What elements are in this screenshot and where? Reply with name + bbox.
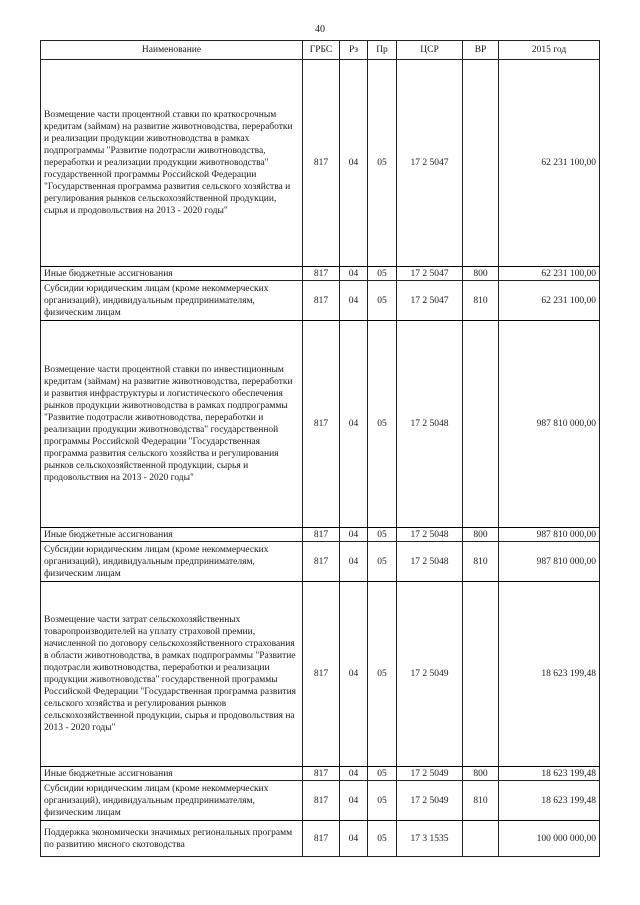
table-row <box>41 321 600 528</box>
cell-pr: 05 <box>368 528 397 542</box>
cell-rz: 04 <box>340 821 368 857</box>
cell-vr <box>463 60 499 267</box>
cell-amount: 62 231 100,00 <box>499 267 600 281</box>
cell-amount: 62 231 100,00 <box>499 281 600 321</box>
cell-rz: 04 <box>340 321 368 528</box>
cell-name: Субсидии юридическим лицам (кроме некоммерческих организаций), индивидуальным предпринимателям, физическим лицам <box>41 542 303 582</box>
cell-name: Возмещение части процентной ставки по инвестиционным кредитам (займам) на развитие животноводства, переработки и развития инфраструктуры и логистического обеспечения рынков продукции животноводства в рамках подпрограммы "Развитие подотрасли животноводства, переработки и реализации продукции животноводства" государственной программы Российской Федерации "Государственная программа развития сельского хозяйства и регулирования рынков сельскохозяйственной продукции, сырья и продовольствия на 2013 - 2020 годы" <box>41 321 303 528</box>
cell-name: Иные бюджетные ассигнования <box>41 767 303 781</box>
cell-rz: 04 <box>340 267 368 281</box>
header-year: 2015 год <box>499 41 600 60</box>
cell-grbs: 817 <box>303 542 340 582</box>
cell-pr: 05 <box>368 60 397 267</box>
table-row <box>41 821 600 857</box>
cell-name: Поддержка экономически значимых региональных программ по развитию мясного скотоводства <box>41 821 303 857</box>
cell-amount: 18 623 199,48 <box>499 582 600 767</box>
cell-amount: 100 000 000,00 <box>499 821 600 857</box>
cell-pr: 05 <box>368 821 397 857</box>
cell-vr: 800 <box>463 528 499 542</box>
cell-rz: 04 <box>340 767 368 781</box>
page-number: 40 <box>315 24 325 35</box>
cell-pr: 05 <box>368 781 397 821</box>
cell-grbs: 817 <box>303 60 340 267</box>
cell-grbs: 817 <box>303 767 340 781</box>
cell-name: Субсидии юридическим лицам (кроме некоммерческих организаций), индивидуальным предпринимателям, физическим лицам <box>41 781 303 821</box>
cell-csr: 17 2 5049 <box>397 781 463 821</box>
cell-amount: 18 623 199,48 <box>499 781 600 821</box>
cell-pr: 05 <box>368 767 397 781</box>
cell-amount: 987 810 000,00 <box>499 542 600 582</box>
header-row <box>41 41 600 60</box>
cell-grbs: 817 <box>303 582 340 767</box>
table-row <box>41 281 600 321</box>
cell-pr: 05 <box>368 321 397 528</box>
cell-grbs: 817 <box>303 781 340 821</box>
cell-amount: 987 810 000,00 <box>499 528 600 542</box>
cell-grbs: 817 <box>303 281 340 321</box>
cell-csr: 17 2 5048 <box>397 528 463 542</box>
cell-pr: 05 <box>368 582 397 767</box>
cell-rz: 04 <box>340 281 368 321</box>
cell-grbs: 817 <box>303 321 340 528</box>
cell-rz: 04 <box>340 781 368 821</box>
cell-vr: 800 <box>463 267 499 281</box>
cell-vr: 800 <box>463 767 499 781</box>
cell-name: Иные бюджетные ассигнования <box>41 528 303 542</box>
table-row <box>41 582 600 767</box>
cell-csr: 17 3 1535 <box>397 821 463 857</box>
table-row <box>41 267 600 281</box>
cell-csr: 17 2 5049 <box>397 767 463 781</box>
cell-grbs: 817 <box>303 821 340 857</box>
cell-vr <box>463 321 499 528</box>
cell-csr: 17 2 5048 <box>397 321 463 528</box>
header-name: Наименование <box>41 41 303 60</box>
table-row <box>41 528 600 542</box>
cell-name: Иные бюджетные ассигнования <box>41 267 303 281</box>
cell-vr <box>463 821 499 857</box>
cell-pr: 05 <box>368 281 397 321</box>
cell-vr: 810 <box>463 542 499 582</box>
header-grbs: ГРБС <box>303 41 340 60</box>
cell-name: Возмещение части затрат сельскохозяйственных товаропроизводителей на уплату страховой премии, начисленной по договору сельскохозяйственного страхования в области животноводства, в рамках подпрограммы "Развитие подотрасли животноводства, переработки и реализации продукции животноводства" государственной программы Российской Федерации "Государственная программа развития сельского хозяйства и регулирования рынков сельскохозяйственной продукции, сырья и продовольствия на 2013 - 2020 годы" <box>41 582 303 767</box>
header-pr: Пр <box>368 41 397 60</box>
cell-vr: 810 <box>463 281 499 321</box>
cell-amount: 987 810 000,00 <box>499 321 600 528</box>
table-row <box>41 60 600 267</box>
cell-pr: 05 <box>368 267 397 281</box>
cell-rz: 04 <box>340 582 368 767</box>
cell-pr: 05 <box>368 542 397 582</box>
cell-rz: 04 <box>340 60 368 267</box>
cell-name: Возмещение части процентной ставки по краткосрочным кредитам (займам) на развитие животноводства, переработки и реализации продукции животноводства в рамках подпрограммы "Развитие подотрасли животноводства, переработки и реализации продукции животноводства" государственной программы Российской Федерации "Государственная программа развития сельского хозяйства и регулирования рынков сельскохозяйственной продукции, сырья и продовольствия на 2013 - 2020 годы" <box>41 60 303 267</box>
cell-amount: 18 623 199,48 <box>499 767 600 781</box>
table-row <box>41 781 600 821</box>
cell-grbs: 817 <box>303 528 340 542</box>
cell-vr: 810 <box>463 781 499 821</box>
cell-csr: 17 2 5049 <box>397 582 463 767</box>
header-rz: Рз <box>340 41 368 60</box>
cell-rz: 04 <box>340 528 368 542</box>
cell-csr: 17 2 5047 <box>397 281 463 321</box>
cell-grbs: 817 <box>303 267 340 281</box>
cell-csr: 17 2 5047 <box>397 267 463 281</box>
cell-csr: 17 2 5047 <box>397 60 463 267</box>
header-csr: ЦСР <box>397 41 463 60</box>
cell-rz: 04 <box>340 542 368 582</box>
cell-name: Субсидии юридическим лицам (кроме некоммерческих организаций), индивидуальным предпринимателям, физическим лицам <box>41 281 303 321</box>
cell-vr <box>463 582 499 767</box>
header-vr: ВР <box>463 41 499 60</box>
table-row <box>41 542 600 582</box>
budget-table <box>40 40 600 857</box>
cell-csr: 17 2 5048 <box>397 542 463 582</box>
table-row <box>41 767 600 781</box>
cell-amount: 62 231 100,00 <box>499 60 600 267</box>
